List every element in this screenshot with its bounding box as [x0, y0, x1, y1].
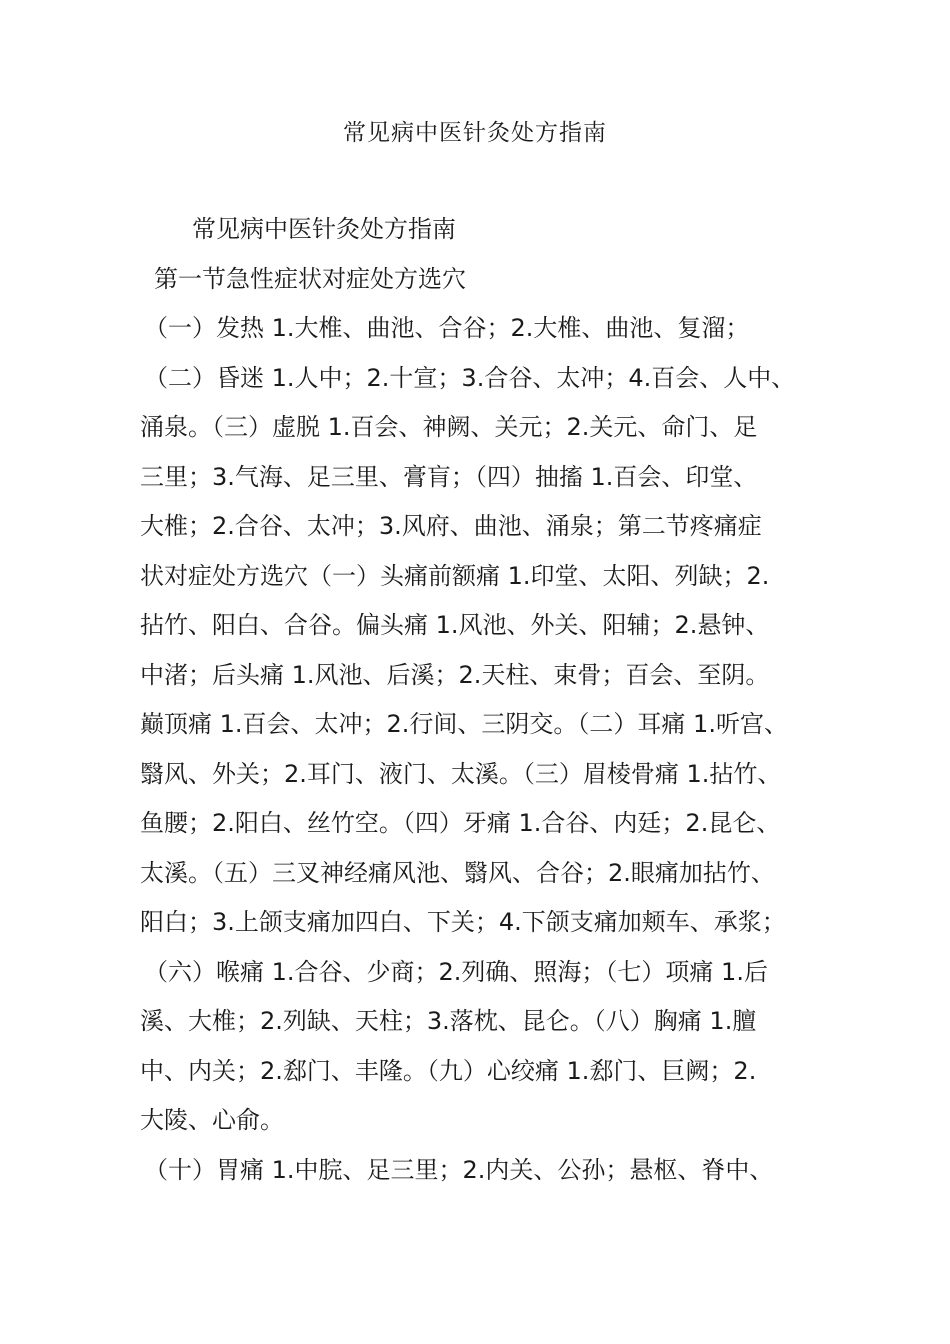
text-line: 鱼腰；2.阳白、丝竹空。（四）牙痛 1.合谷、内廷；2.昆仑、: [140, 809, 781, 837]
text-line: 中、内关；2.郄门、丰隆。（九）心绞痛 1.郄门、巨阙；2.: [140, 1056, 757, 1085]
text-line: 大陵、心俞。: [140, 1106, 284, 1134]
text-line: （一）发热 1.大椎、曲池、合谷；2.大椎、曲池、复溜；: [144, 314, 750, 342]
text-line: 状对症处方选穴（一）头痛前额痛 1.印堂、太阳、列缺；2.: [140, 561, 770, 590]
text-line: 拈竹、阳白、合谷。偏头痛 1.风池、外关、阳辅；2.悬钟、: [140, 611, 770, 639]
text-line: 溪、大椎；2.列缺、天柱；3.落枕、昆仑。（八）胸痛 1.膻: [140, 1007, 757, 1035]
text-line: （六）喉痛 1.合谷、少商；2.列确、照海；（七）项痛 1.后: [144, 957, 768, 986]
page-title: 常见病中医针灸处方指南: [343, 120, 607, 146]
document-subtitle: 常见病中医针灸处方指南: [192, 215, 456, 243]
text-line: 翳风、外关；2.耳门、液门、太溪。（三）眉棱骨痛 1.拈竹、: [140, 759, 782, 788]
text-line: 巅顶痛 1.百会、太冲；2.行间、三阴交。（二）耳痛 1.听宫、: [140, 710, 788, 738]
text-line: 涌泉。（三）虚脱 1.百会、神阙、关元；2.关元、命门、足: [140, 413, 758, 441]
text-line: 大椎；2.合谷、太冲；3.风府、曲池、涌泉；第二节疼痛症: [140, 512, 762, 540]
text-line: 中渚；后头痛 1.风池、后溪；2.天柱、束骨；百会、至阴。: [140, 660, 770, 689]
text-line: 太溪。（五）三叉神经痛风池、翳风、合谷；2.眼痛加拈竹、: [140, 858, 775, 887]
section-heading: 第一节急性症状对症处方选穴: [154, 264, 466, 293]
text-line: 三里；3.气海、足三里、膏肓；（四）抽搐 1.百会、印堂、: [140, 462, 758, 491]
text-line: （十）胃痛 1.中脘、足三里；2.内关、公孙；悬枢、脊中、: [144, 1155, 774, 1184]
document-body: [140, 205, 820, 1195]
text-line: （二）昏迷 1.人中；2.十宣；3.合谷、太冲；4.百会、人中、: [144, 363, 796, 392]
text-line: 阳白；3.上颌支痛加四白、下关；4.下颌支痛加颊车、承浆；: [140, 908, 786, 936]
